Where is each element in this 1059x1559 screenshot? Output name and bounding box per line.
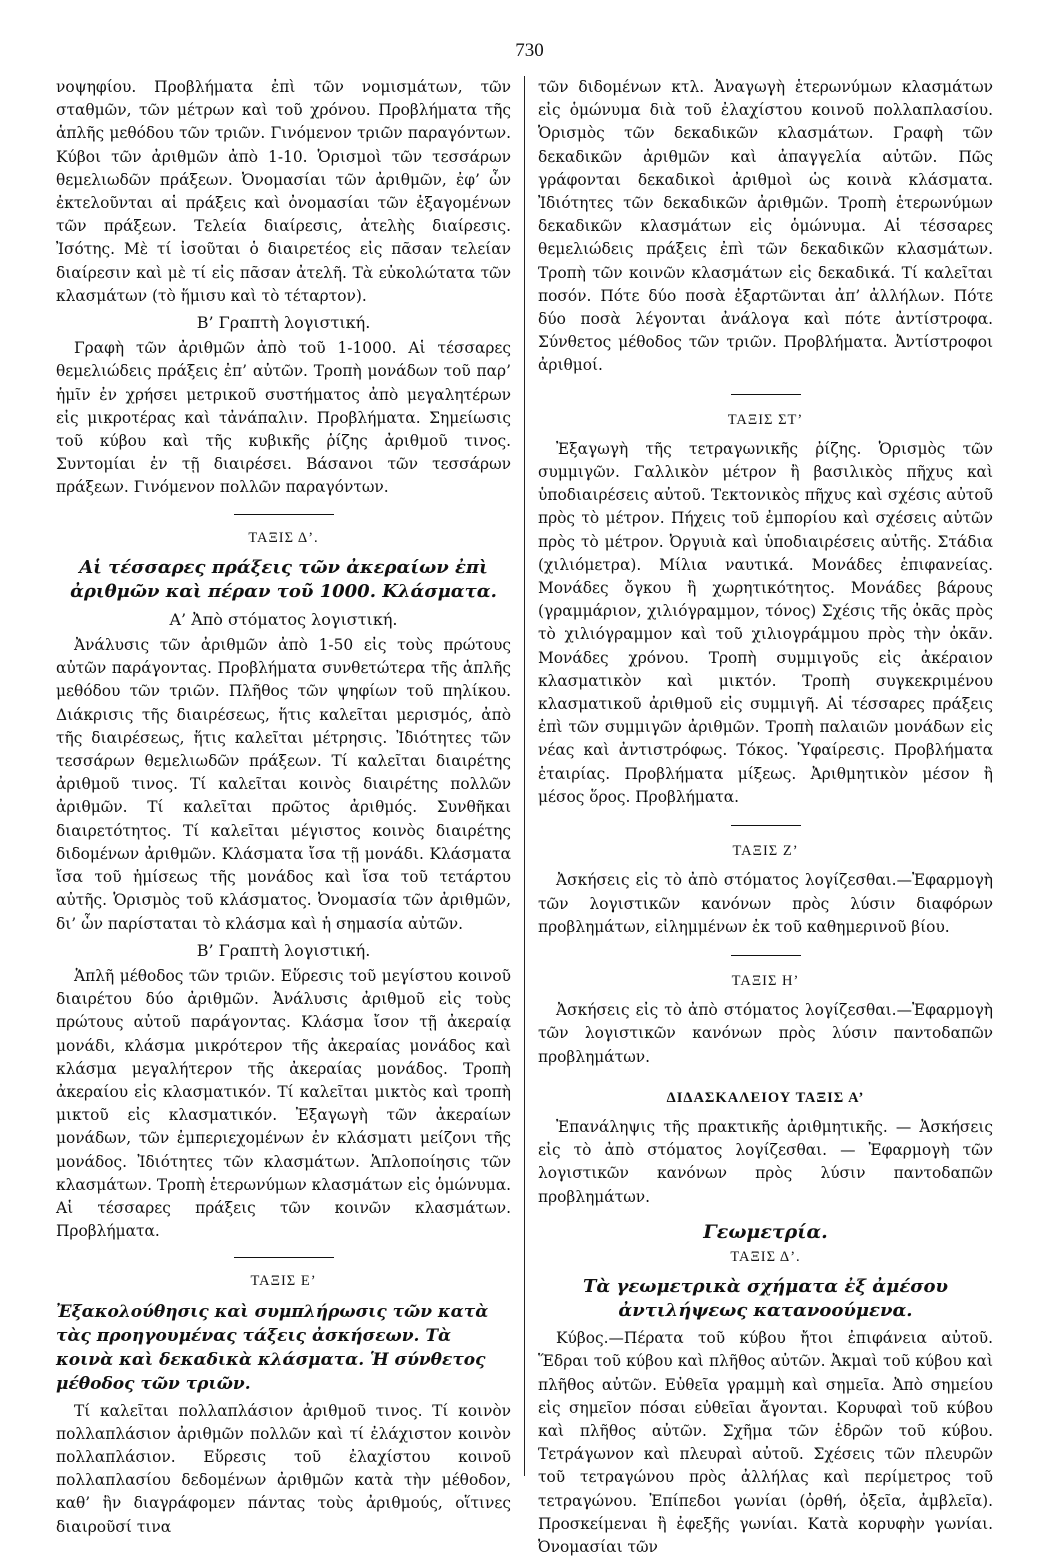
left-intro-paragraph: νοψηφίου. Προβλήματα ἐπὶ τῶν νομισμάτων, τῶν σταθμῶν, τῶν μέτρων καὶ τοῦ χρόνου. Προβλήματα τῆς ἁπλῆς μεθόδου τῶν τριῶν. Γινόμενον τριῶν παραγόντων. Κύβοι τῶν ἀριθμῶν ἀπὸ 1-10. Ὁρισμοὶ τῶν τεσσάρων θεμελιωδῶν πράξεων. Ὀνομασίαι τῶν ἀριθμῶν, ἐφ’ ὧν ἐκτελοῦνται αἱ πράξεις καὶ ὀνομασίαι τῶν ἐξαγομένων τῶν πράξεων. Τελεία διαίρεσις, ἀτελὴς διαίρεσις. Ἰσότης. Μὲ τί ἰσοῦται ὁ διαιρετέος εἰς πᾶσαν τελείαν διαίρεσιν καὶ μὲ τί εἰς πᾶσαν ἀτελῆ. Τὰ εὐκολώτατα τῶν κλασμάτων (τὸ ἥμισυ καὶ τὸ τέταρτον). <box>56 78 511 305</box>
section-rule <box>234 514 334 515</box>
right-column <box>538 76 993 1559</box>
section-rule <box>234 1257 334 1258</box>
taxis-z-paragraph: Ἀσκήσεις εἰς τὸ ἀπὸ στόματος λογίζεσθαι.—Ἐφαρμογὴ τῶν λογιστικῶν κανόνων πρὸς λύσιν διαφόρων προβλημάτων, εἰλημμένων ἐκ τοῦ καθημερινοῦ βίου. <box>538 871 993 936</box>
section-rule <box>731 825 801 826</box>
column-divider <box>524 76 525 1476</box>
page-number: 730 <box>515 40 544 61</box>
taxis-d-geometry-heading: ΤΑΞΙΣ Δ’. <box>730 1248 801 1265</box>
didaskaleiou-paragraph: Ἐπανάληψις τῆς πρακτικῆς ἀριθμητικῆς. — Ἀσκήσεις εἰς τὸ ἀπὸ στόματος λογίζεσθαι. — Ἐφαρμογὴ τῶν λογιστικῶν κανόνων πρὸς λύσιν παντοδαπῶν προβλημάτων. <box>538 1117 993 1206</box>
taxis-z-heading: ΤΑΞΙΣ Ζ’ <box>732 843 799 860</box>
subheading-written-arithmetic-2: Β’ Γραπτὴ λογιστική. <box>196 940 371 960</box>
taxis-d-title: Αἱ τέσσαρες πράξεις τῶν ἀκεραίων ἐπὶ ἀριθμῶν καὶ πέραν τοῦ 1000. Κλάσματα. <box>70 556 497 602</box>
left-column <box>56 76 511 1539</box>
written-arithmetic-paragraph-2: Ἁπλῆ μέθοδος τῶν τριῶν. Εὕρεσις τοῦ μεγίστου κοινοῦ διαιρέτου δύο ἀριθμῶν. Ἀνάλυσις ἀριθμοῦ εἰς τοὺς πρώτους αὐτοῦ παράγοντας. Κλάσμα ἴσον τῇ ἀκεραίᾳ μονάδι, κλάσμα μικρότερον τῆς ἀκεραίας μονάδος καὶ κλάσμα μεγαλήτερον τῆς ἀκεραίας μονάδος. Τροπὴ ἀκεραίου εἰς κλασματικόν. Τί καλεῖται μικτὸς καὶ τροπὴ μικτοῦ εἰς κλασματικόν. Ἐξαγωγὴ τῶν ἀκεραίων μονάδων, τῶν ἐμπεριεχομένων ἐν κλάσματι μείζονι τῆς μονάδος. Ἰδιότητες τῶν κλασμάτων. Ἁπλοποίησις τῶν κλασμάτων. Τροπὴ ἑτερωνύμων κλασμάτων εἰς ὁμώνυμα. Αἱ τέσσαρες πράξεις τῶν κοινῶν κλασμάτων. Προβλήματα. <box>56 966 511 1241</box>
taxis-d-heading: ΤΑΞΙΣ Δ’. <box>248 529 319 546</box>
subheading-written-arithmetic-1: Β’ Γραπτὴ λογιστική. <box>196 313 371 333</box>
geometry-title: Τὰ γεωμετρικὰ σχήματα ἐξ ἀμέσου ἀντιλήψεως κατανοούμενα. <box>582 1276 949 1322</box>
oral-arithmetic-paragraph: Ἀνάλυσις τῶν ἀριθμῶν ἀπὸ 1-50 εἰς τοὺς πρώτους αὐτῶν παράγοντας. Προβλήματα συνθετώτερα τῆς ἁπλῆς μεθόδου τῶν τριῶν. Πλῆθος τῶν ψηφίων τοῦ πηλίκου. Διάκρισις τῆς διαιρέσεως, ἥτις καλεῖται μερισμός, ἀπὸ τῆς διαιρέσεως, ἥτις καλεῖται μέτρησις. Ἰδιότητες τῶν τεσσάρων θεμελιωδῶν πράξεων. Τί καλεῖται διαιρέτης ἀριθμοῦ τινος. Τί καλεῖται κοινὸς διαιρέτης πολλῶν ἀριθμῶν. Τί καλεῖται πρῶτος ἀριθμός. Συνθῆκαι διαιρετότητος. Τί καλεῖται μέγιστος κοινὸς διαιρέτης διδομένων ἀριθμῶν. Κλάσματα ἴσα τῇ μονάδι. Κλάσματα ἴσα τοῦ ἡμίσεως τῆς μονάδος καὶ ἴσα τοῦ τετάρτου αὐτῆς. Ὁρισμὸς τοῦ κλάσματος. Ὀνομασία τῶν ἀριθμῶν, δι’ ὧν παρίσταται τὸ κλάσμα καὶ ἡ σημασία αὐτῶν. <box>56 636 511 933</box>
taxis-st-paragraph: Ἐξαγωγὴ τῆς τετραγωνικῆς ῥίζης. Ὁρισμὸς τῶν συμμιγῶν. Γαλλικὸν μέτρον ἢ βασιλικὸς πῆχυς καὶ ὑποδιαιρέσεις αὐτοῦ. Τεκτονικὸς πῆχυς καὶ σχέσις αὐτοῦ πρὸς τὸ μέτρον. Πήχεις τοῦ ἐμπορίου καὶ σχέσεις αὐτῶν πρὸς τὸ μέτρον. Ὀργυιὰ καὶ ὑποδιαιρέσεις αὐτῆς. Στάδια (χιλιόμετρα). Μίλια ναυτικά. Μονάδες ἐπιφανείας. Μονάδες ὄγκου ἢ χωρητικότητος. Μονάδες βάρους (γραμμάριον, χιλιόγραμμον, τόνος) Σχέσις τῆς ὀκᾶς πρὸς τὸ χιλιόγραμμον καὶ τοῦ χιλιογράμμου πρὸς τὴν ὀκᾶν. Μονάδες χρόνου. Τροπὴ συμμιγοῦς εἰς ἀκέραιον κλασματικὸν καὶ μικτόν. Τροπὴ συγκεκριμένου κλασματικοῦ ἀριθμοῦ εἰς συμμιγῆ. Αἱ τέσσαρες πράξεις ἐπὶ τῶν συμμιγῶν ἀριθμῶν. Τροπὴ παλαιῶν μονάδων εἰς νέας καὶ ἀντιστρόφως. Τόκος. Ὑφαίρεσις. Προβλήματα ἑταιρίας. Προβλήματα μίξεως. Ἀριθμητικὸν μέσον ἢ μέσος ὅρος. Προβλήματα. <box>538 439 993 806</box>
written-arithmetic-paragraph-1: Γραφὴ τῶν ἀριθμῶν ἀπὸ τοῦ 1-1000. Αἱ τέσσαρες θεμελιώδεις πράξεις ἐπ’ αὐτῶν. Τροπὴ μονάδων τοῦ παρ’ ἡμῖν ἐν χρήσει μετρικοῦ συστήματος ἀπὸ μεγαλητέρων εἰς μικροτέρας καὶ τἀνάπαλιν. Προβλήματα. Σημείωσις τοῦ κύβου καὶ τῆς κυβικῆς ῥίζης ἀριθμοῦ τινος. Συντομίαι ἐν τῇ διαιρέσει. Βάσανοι τῶν τεσσάρων πράξεων. Γινόμενον πολλῶν παραγόντων. <box>56 339 511 497</box>
subheading-oral-arithmetic: Α’ Ἀπὸ στόματος λογιστική. <box>169 609 398 629</box>
geometry-paragraph: Κύβος.—Πέρατα τοῦ κύβου ἤτοι ἐπιφάνεια αὐτοῦ. Ἕδραι τοῦ κύβου καὶ πλῆθος αὐτῶν. Ἀκμαὶ τοῦ κύβου καὶ πλῆθος αὐτῶν. Εὐθεῖα γραμμὴ καὶ σημεῖα. Ἀπὸ σημείου εἰς σημεῖον πόσαι εὐθεῖαι ἄγονται. Κορυφαὶ τοῦ κύβου καὶ πλῆθος αὐτῶν. Σχῆμα τῶν ἑδρῶν τοῦ κύβου. Τετράγωνον καὶ πλευραὶ αὐτοῦ. Σχέσεις τῶν πλευρῶν τοῦ τετραγώνου πρὸς ἀλλήλας καὶ περίμετρος τοῦ τετραγώνου. Ἐπίπεδοι γωνίαι (ὀρθή, ὀξεῖα, ἀμβλεῖα). Προσκείμεναι ἢ ἐφεξῆς γωνίαι. Κατὰ κορυφὴν γωνίαι. Ὀνομασίαι τῶν <box>538 1329 993 1556</box>
taxis-e-heading: ΤΑΞΙΣ Ε’ <box>250 1273 317 1290</box>
taxis-st-heading: ΤΑΞΙΣ ΣΤ’ <box>727 411 804 428</box>
didaskaleiou-taxis-heading: ΔΙΔΑΣΚΑΛΕΙΟΥ ΤΑΞΙΣ Α’ <box>666 1089 865 1106</box>
right-intro-paragraph: τῶν διδομένων κτλ. Ἀναγωγὴ ἑτερωνύμων κλασμάτων εἰς ὁμώνυμα διὰ τοῦ ἐλαχίστου κοινοῦ πολλαπλασίου. Ὁρισμὸς τῶν δεκαδικῶν κλασμάτων. Γραφὴ τῶν δεκαδικῶν ἀριθμῶν καὶ ἀπαγγελία αὐτῶν. Πῶς γράφονται δεκαδικοὶ ἀριθμοὶ ὡς κοινὰ κλάσματα. Ἰδιότητες τῶν δεκαδικῶν ἀριθμῶν. Τροπὴ ἑτερωνύμων δεκαδικῶν κλασμάτων εἰς ὁμώνυμα. Αἱ τέσσαρες θεμελιώδεις πράξεις ἐπὶ τῶν δεκαδικῶν κλασμάτων. Τροπὴ τῶν κοινῶν κλασμάτων εἰς δεκαδικά. Τί καλεῖται ποσόν. Πότε δύο ποσὰ ἐξαρτῶνται ἀπ’ ἀλλήλων. Πότε δύο ποσὰ λέγονται ἀνάλογα καὶ πότε ἀντίστροφα. Σύνθετος μέθοδος τῶν τριῶν. Προβλήματα. Ἀντίστροφοι ἀριθμοί. <box>538 78 993 375</box>
taxis-h-paragraph: Ἀσκήσεις εἰς τὸ ἀπὸ στόματος λογίζεσθαι.—Ἐφαρμογὴ τῶν λογιστικῶν κανόνων πρὸς λύσιν παντοδαπῶν προβλημάτων. <box>538 1001 993 1066</box>
section-rule <box>731 955 801 956</box>
taxis-e-paragraph: Τί καλεῖται πολλαπλάσιον ἀριθμοῦ τινος. Τί κοινὸν πολλαπλάσιον ἀριθμῶν πολλῶν καὶ τί ἐλάχιστον κοινὸν πολλαπλάσιον. Εὕρεσις τοῦ ἐλαχίστου κοινοῦ πολλαπλασίου δεδομένων ἀριθμῶν κατὰ τὴν μέθοδον, καθ’ ἣν διαγράφομεν πάντας τοὺς ἀριθμούς, οἵτινες διαιροῦσί τινα <box>56 1401 511 1536</box>
taxis-h-heading: ΤΑΞΙΣ Η’ <box>731 972 800 989</box>
taxis-e-title: Ἐξακολούθησις καὶ συμπλήρωσις τῶν κατὰ τὰς προηγουμένας τάξεις ἀσκήσεων. Τὰ κοινὰ καὶ δεκαδικὰ κλάσματα. Ἡ σύνθετος μέθοδος τῶν τριῶν. <box>56 1301 489 1394</box>
section-rule <box>731 394 801 395</box>
geometry-heading: Γεωμετρία. <box>703 1220 828 1243</box>
